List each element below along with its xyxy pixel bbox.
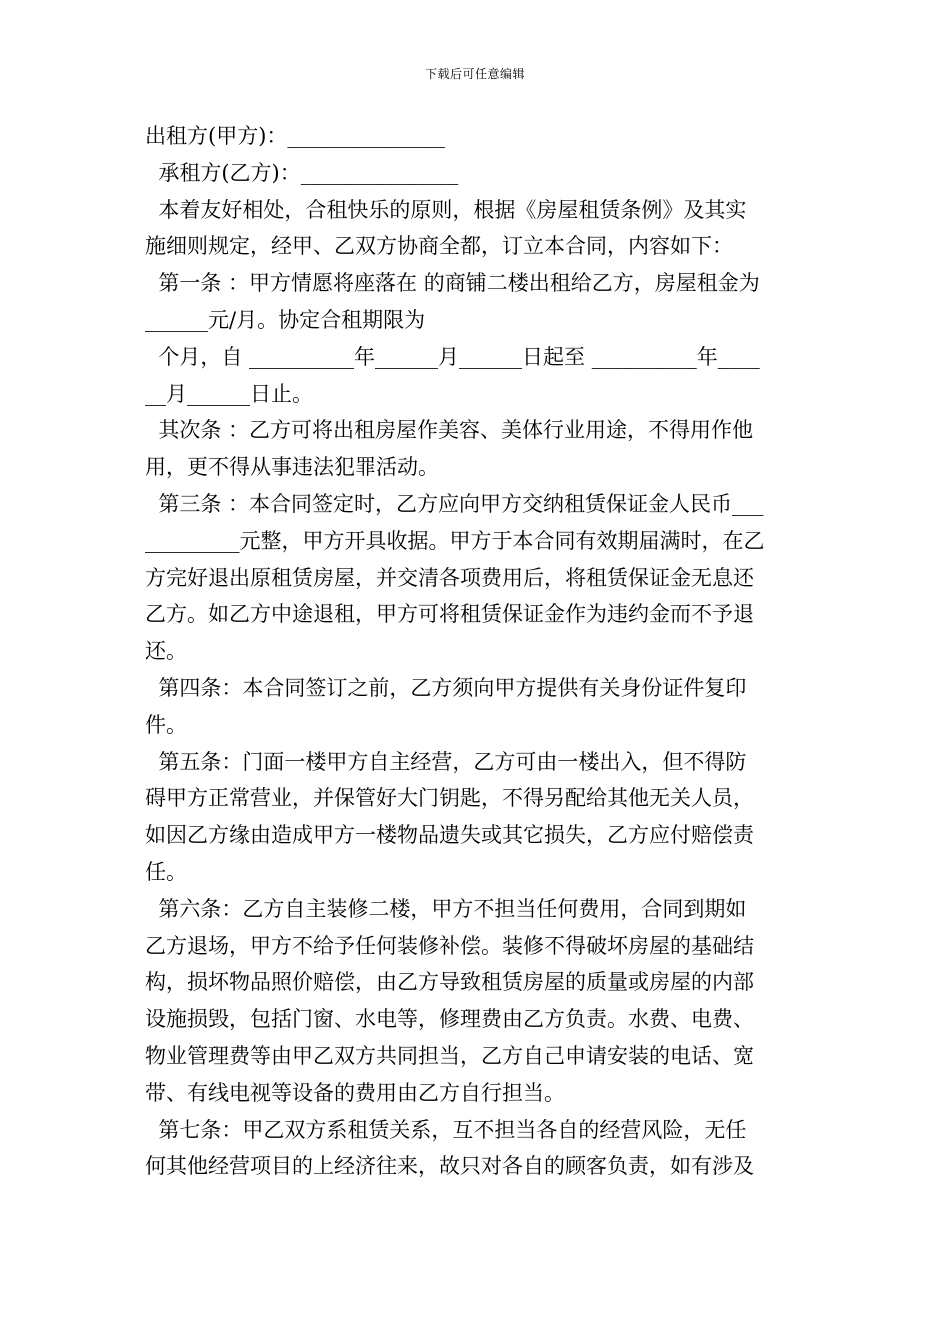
article-6-line: 构，损坏物品照价赔偿，由乙方导致租赁房屋的质量或房屋的内部 (145, 970, 754, 995)
article-1-line: ______元/月。协定合租期限为 (145, 307, 426, 332)
article-3-line: 乙方。如乙方中途退租，甲方可将租赁保证金作为违约金而不予退 (145, 602, 754, 627)
article-2-line: 用，更不得从事违法犯罪活动。 (145, 455, 439, 480)
article-1-line: 第一条 ：甲方情愿将座落在 的商铺二楼出租给乙方，房屋租金为 (145, 271, 760, 296)
lessee-line: 承租方(乙方)：_______________ (145, 160, 459, 185)
article-1-line: __月______日止。 (145, 381, 313, 406)
article-3-line: 方完好退出原租赁房屋，并交清各项费用后，将租赁保证金无息还 (145, 565, 754, 590)
article-6-line: 乙方退场，甲方不给予任何装修补偿。装修不得破坏房屋的基础结 (145, 933, 754, 958)
article-1-line: 个月，自 __________年______月______日起至 __________年____ (145, 344, 760, 369)
article-7-line: 何其他经营项目的上经济往来，故只对各自的顾客负责，如有涉及 (145, 1154, 754, 1179)
article-2-line: 其次条 ：乙方可将出租房屋作美容、美体行业用途，不得用作他 (145, 418, 754, 443)
article-3-line: 还。 (145, 639, 187, 664)
article-3-line: 第三条 ：本合同签定时，乙方应向甲方交纳租赁保证金人民币___ (145, 491, 764, 516)
preamble-line: 施细则规定，经甲、乙双方协商全都，订立本合同，内容如下： (145, 234, 733, 259)
article-7-line: 第七条：甲乙双方系租赁关系，互不担当各自的经营风险，无任 (145, 1117, 747, 1142)
article-5-line: 碍甲方正常营业，并保管好大门钥匙，不得另配给其他无关人员， (145, 786, 754, 811)
page-header-note: 下载后可任意编辑 (424, 67, 525, 81)
article-6-line: 设施损毁，包括门窗、水电等，修理费由乙方负责。水费、电费、 (145, 1007, 754, 1032)
article-5-line: 第五条：门面一楼甲方自主经营，乙方可由一楼出入，但不得防 (145, 749, 747, 774)
article-5-line: 如因乙方缘由造成甲方一楼物品遗失或其它损失，乙方应付赔偿责 (145, 823, 754, 848)
lessor-line: 出租方(甲方)：_______________ (145, 124, 445, 148)
preamble-line: 本着友好相处，合租快乐的原则，根据《房屋租赁条例》及其实 (145, 197, 747, 222)
article-6-line: 第六条：乙方自主装修二楼，甲方不担当任何费用，合同到期如 (145, 896, 747, 921)
article-4-line: 第四条：本合同签订之前，乙方须向甲方提供有关身份证件复印 (145, 675, 747, 700)
article-4-line: 件。 (145, 712, 187, 737)
article-6-line: 物业管理费等由甲乙双方共同担当，乙方自己申请安装的电话、宽 (145, 1043, 754, 1068)
article-3-line: _________元整，甲方开具收据。甲方于本合同有效期届满时，在乙 (145, 528, 765, 553)
article-6-line: 带、有线电视等设备的费用由乙方自行担当。 (145, 1080, 565, 1105)
contract-body (145, 118, 809, 1185)
article-5-line: 任。 (145, 859, 187, 884)
